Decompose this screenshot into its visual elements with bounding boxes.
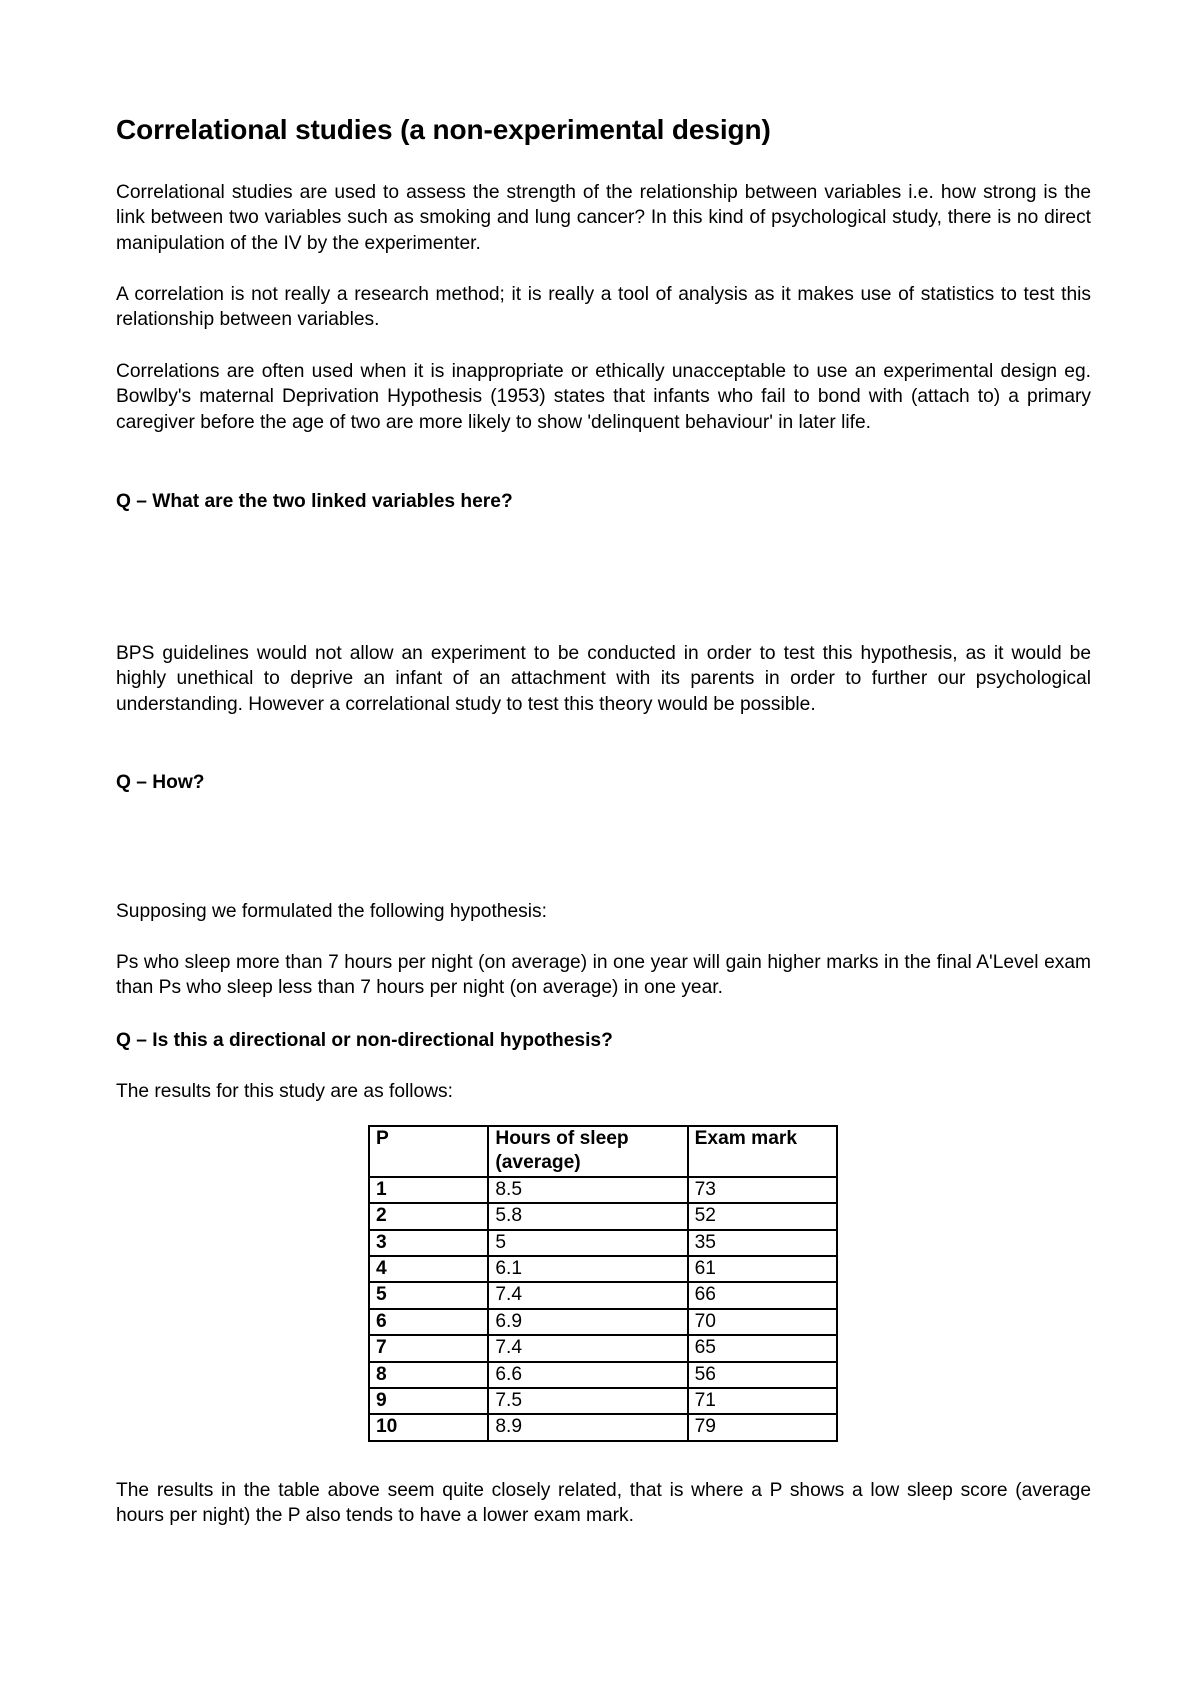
cell-exam-mark: 70	[688, 1309, 837, 1335]
question-how: Q – How?	[116, 772, 205, 793]
header-hours-of-sleep: Hours of sleep (average)	[488, 1126, 687, 1177]
paragraph-bps-guidelines: BPS guidelines would not allow an experiment to be conducted in order to test this hypothesis, as it would be highly unethical to deprive an infant of an attachment with its parents in order to further our psychological understanding. However a correlational study to test this theory would be possible.	[116, 643, 1091, 715]
paragraph-hypothesis: Ps who sleep more than 7 hours per night (on average) in one year will gain higher marks in the final A'Level exam than Ps who sleep less than 7 hours per night (on average) in one year.	[116, 952, 1091, 999]
cell-exam-mark: 61	[688, 1256, 837, 1282]
page-title: Correlational studies (a non-experimental design)	[116, 114, 771, 145]
cell-hours: 8.9	[488, 1414, 687, 1440]
cell-hours: 6.9	[488, 1309, 687, 1335]
cell-p: 6	[369, 1309, 488, 1335]
cell-hours: 6.6	[488, 1362, 687, 1388]
cell-p: 1	[369, 1177, 488, 1203]
question-linked-variables: Q – What are the two linked variables here?	[116, 491, 513, 512]
table-row	[369, 1414, 837, 1440]
paragraph-bowlby: Correlations are often used when it is inappropriate or ethically unacceptable to use an experimental design eg. Bowlby's maternal Deprivation Hypothesis (1953) states that infants who fail to bond with (attach to) a primary caregiver before the age of two are more likely to show 'delinquent behaviour' in later life.	[116, 361, 1091, 433]
table-row	[369, 1362, 837, 1388]
cell-exam-mark: 73	[688, 1177, 837, 1203]
table-row	[369, 1282, 837, 1308]
table-header-row	[369, 1126, 837, 1177]
cell-p: 7	[369, 1335, 488, 1361]
cell-hours: 5.8	[488, 1203, 687, 1229]
cell-exam-mark: 52	[688, 1203, 837, 1229]
paragraph-intro: Correlational studies are used to assess the strength of the relationship between variables i.e. how strong is the link between two variables such as smoking and lung cancer? In this kind of psychological study, there is no direct manipulation of the IV by the experimenter.	[116, 182, 1091, 254]
header-exam-mark: Exam mark	[688, 1126, 837, 1177]
cell-exam-mark: 71	[688, 1388, 837, 1414]
cell-exam-mark: 65	[688, 1335, 837, 1361]
cell-hours: 6.1	[488, 1256, 687, 1282]
cell-hours: 7.4	[488, 1335, 687, 1361]
cell-p: 3	[369, 1230, 488, 1256]
cell-p: 9	[369, 1388, 488, 1414]
header-p: P	[369, 1126, 488, 1177]
results-table	[368, 1125, 838, 1442]
table-row	[369, 1203, 837, 1229]
cell-p: 5	[369, 1282, 488, 1308]
question-directional: Q – Is this a directional or non-directional hypothesis?	[116, 1030, 613, 1051]
table-row	[369, 1256, 837, 1282]
cell-exam-mark: 79	[688, 1414, 837, 1440]
paragraph-results-intro: The results for this study are as follows:	[116, 1081, 453, 1102]
cell-hours: 8.5	[488, 1177, 687, 1203]
cell-hours: 7.5	[488, 1388, 687, 1414]
paragraph-results-summary: The results in the table above seem quite closely related, that is where a P shows a low sleep score (average hours per night) the P also tends to have a lower exam mark.	[116, 1480, 1091, 1527]
table-row	[369, 1335, 837, 1361]
cell-hours: 7.4	[488, 1282, 687, 1308]
cell-hours: 5	[488, 1230, 687, 1256]
cell-exam-mark: 56	[688, 1362, 837, 1388]
paragraph-hypothesis-intro: Supposing we formulated the following hypothesis:	[116, 901, 547, 922]
table-row	[369, 1177, 837, 1203]
table-row	[369, 1230, 837, 1256]
table-row	[369, 1309, 837, 1335]
cell-p: 8	[369, 1362, 488, 1388]
cell-p: 4	[369, 1256, 488, 1282]
cell-p: 2	[369, 1203, 488, 1229]
table-row	[369, 1388, 837, 1414]
cell-exam-mark: 66	[688, 1282, 837, 1308]
paragraph-correlation-tool: A correlation is not really a research method; it is really a tool of analysis as it makes use of statistics to test this relationship between variables.	[116, 284, 1091, 331]
cell-p: 10	[369, 1414, 488, 1440]
cell-exam-mark: 35	[688, 1230, 837, 1256]
